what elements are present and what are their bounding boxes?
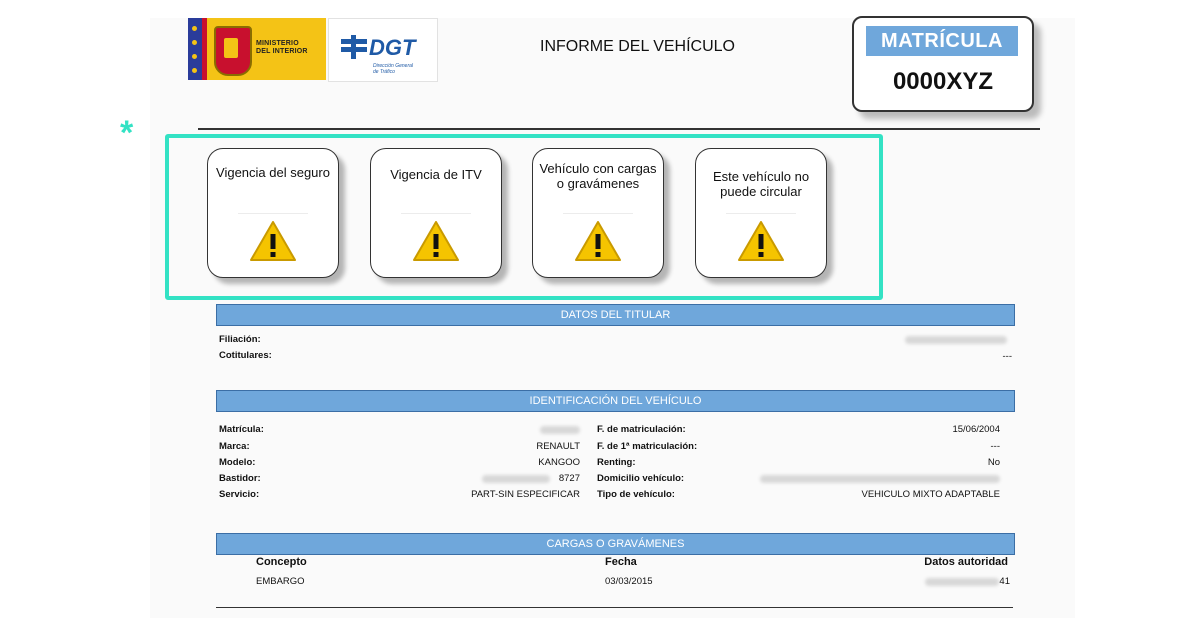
status-card-title: Vehículo con cargas o gravámenes xyxy=(539,161,657,191)
status-card-title: Vigencia del seguro xyxy=(216,165,330,180)
warning-icon xyxy=(736,219,786,263)
footer-divider xyxy=(216,607,1013,608)
concepto-cell: EMBARGO xyxy=(256,576,305,587)
titular-section-header: DATOS DEL TITULAR xyxy=(216,304,1015,326)
warning-icon xyxy=(573,219,623,263)
card-divider xyxy=(563,213,633,214)
vehiculo-section-header: IDENTIFICACIÓN DEL VEHÍCULO xyxy=(216,390,1015,412)
cotitulares-value: --- xyxy=(1002,351,1012,362)
renting-label: Renting: xyxy=(597,457,636,468)
marca-value: RENAULT xyxy=(536,441,580,452)
asterisk-marker-icon: * xyxy=(120,114,134,152)
license-plate-label: MATRÍCULA xyxy=(866,26,1018,56)
renting-value: No xyxy=(987,457,1000,468)
dgt-subtitle: Dirección General de Tráfico xyxy=(373,63,414,75)
f-primera-matriculacion-label: F. de 1ª matriculación: xyxy=(597,441,698,452)
modelo-label: Modelo: xyxy=(219,457,256,468)
report-title: INFORME DEL VEHÍCULO xyxy=(540,38,735,55)
domicilio-label: Domicilio vehículo: xyxy=(597,473,685,484)
status-card-circular xyxy=(695,148,827,278)
f-primera-matriculacion-value: --- xyxy=(990,441,1000,452)
cargas-section-header: CARGAS O GRAVÁMENES xyxy=(216,533,1015,555)
header-divider xyxy=(198,128,1040,130)
eu-flag-strip xyxy=(188,18,202,80)
spain-flag-strip xyxy=(202,18,207,80)
bastidor-label: Bastidor: xyxy=(219,473,261,484)
status-card-itv xyxy=(370,148,502,278)
status-card-title: Este vehículo no puede circular xyxy=(712,169,810,199)
status-card-cargas xyxy=(532,148,664,278)
ministerio-interior-logo xyxy=(188,18,326,80)
card-divider xyxy=(401,213,471,214)
dgt-wordmark: DGT xyxy=(369,35,416,60)
modelo-value: KANGOO xyxy=(538,457,580,468)
tipo-vehiculo-label: Tipo de vehículo: xyxy=(597,489,675,500)
bastidor-value: 8727 xyxy=(558,473,580,484)
servicio-value: PART-SIN ESPECIFICAR xyxy=(471,489,580,500)
col-concepto: Concepto xyxy=(256,556,307,568)
autoridad-cell: 41 xyxy=(999,576,1010,587)
filiacion-redacted xyxy=(905,336,1007,344)
matricula-field-label: Matrícula: xyxy=(219,424,264,435)
f-matriculacion-value: 15/06/2004 xyxy=(952,424,1000,435)
ministerio-text: MINISTERIO DEL INTERIOR xyxy=(256,40,308,55)
cotitulares-label: Cotitulares: xyxy=(219,350,272,361)
filiacion-label: Filiación: xyxy=(219,334,261,345)
col-datos-autoridad: Datos autoridad xyxy=(924,556,1008,568)
domicilio-redacted xyxy=(760,475,1000,483)
col-fecha: Fecha xyxy=(605,556,637,568)
warning-icon xyxy=(411,219,461,263)
status-card-title: Vigencia de ITV xyxy=(390,167,482,182)
card-divider xyxy=(726,213,796,214)
dgt-logo xyxy=(328,18,438,82)
dgt-mark-icon xyxy=(339,33,369,61)
matricula-redacted xyxy=(540,426,580,434)
tipo-vehiculo-value: VEHICULO MIXTO ADAPTABLE xyxy=(861,489,1000,500)
license-plate-value: 0000XYZ xyxy=(892,68,994,95)
fecha-cell: 03/03/2015 xyxy=(605,576,653,587)
card-divider xyxy=(238,213,308,214)
status-card-seguro xyxy=(207,148,339,278)
autoridad-redacted xyxy=(925,578,999,586)
f-matriculacion-label: F. de matriculación: xyxy=(597,424,686,435)
marca-label: Marca: xyxy=(219,441,250,452)
servicio-label: Servicio: xyxy=(219,489,260,500)
license-plate-box xyxy=(852,16,1034,112)
coat-of-arms-icon xyxy=(214,26,252,76)
warning-icon xyxy=(248,219,298,263)
